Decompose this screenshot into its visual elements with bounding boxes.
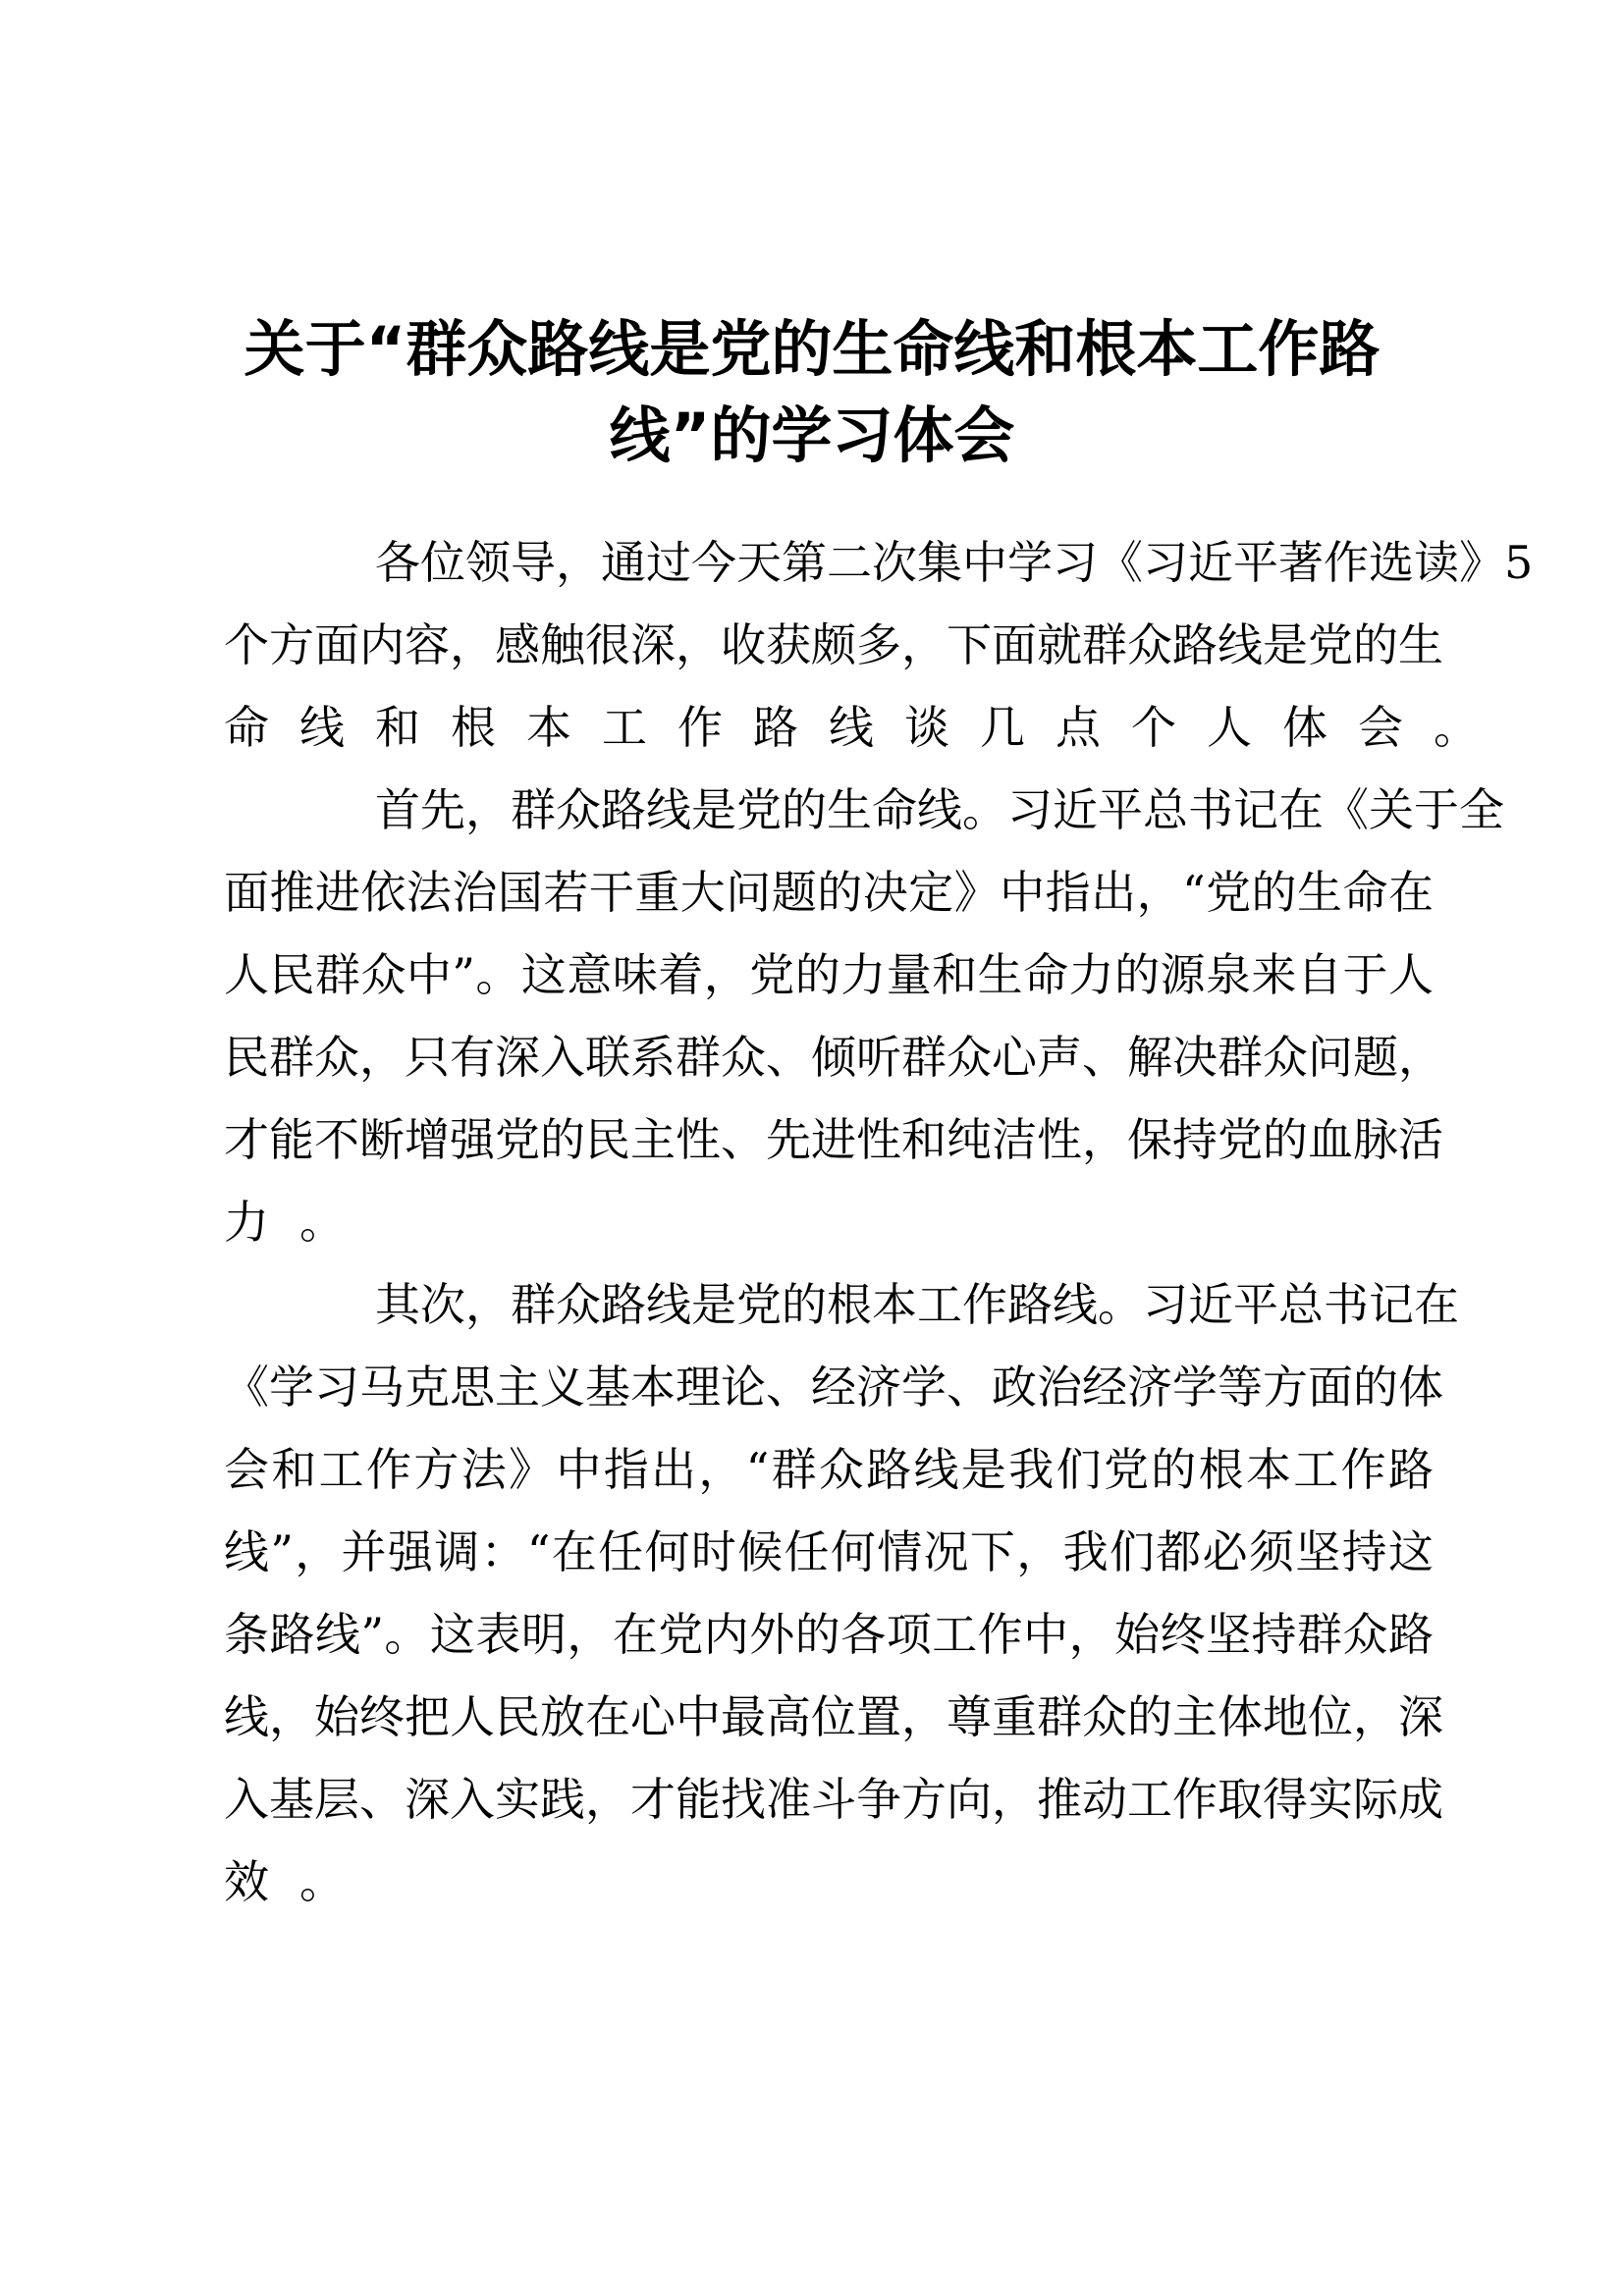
text-line: 各位领导，通过今天第二次集中学习《习近平著作选读》5 xyxy=(375,536,1534,589)
text-line: 首先，群众路线是党的生命线。习近平总书记在《关于全 xyxy=(375,783,1504,836)
paragraph-3 xyxy=(224,1272,1459,1932)
text-line: 力。 xyxy=(224,1196,375,1249)
paragraph-1 xyxy=(224,530,1534,777)
text-line: 才能不断增强党的民主性、先进性和纯洁性，保持党的血脉活 xyxy=(224,1113,1443,1166)
text-line: 面推进依法治国若干重大问题的决定》中指出，“党的生命在 xyxy=(224,866,1434,919)
text-line: 《学习马克思主义基本理论、经济学、政治经济学等方面的体 xyxy=(224,1361,1443,1414)
text-line: 效。 xyxy=(224,1855,375,1908)
text-line: 入基层、深入实践，才能找准斗争方向，推动工作取得实际成 xyxy=(224,1773,1443,1826)
text-line: 民群众，只有深入联系群众、倾听群众心声、解决群众问题， xyxy=(224,1031,1443,1084)
paragraph-2 xyxy=(224,777,1504,1272)
text-line: 线，始终把人民放在心中最高位置，尊重群众的主体地位，深 xyxy=(224,1690,1443,1743)
text-line: 其次，群众路线是党的根本工作路线。习近平总书记在 xyxy=(375,1278,1459,1331)
text-line: 线”，并强调：“在任何时候任何情况下，我们都必须坚持这 xyxy=(224,1525,1434,1578)
document-title-line-1: 关于“群众路线是党的生命线和根本工作路 xyxy=(244,313,1380,385)
text-line: 命线和根本工作路线谈几点个人体会。 xyxy=(224,701,1509,754)
document-title-line-2: 线”的学习体会 xyxy=(609,400,1015,471)
text-line: 人民群众中”。这意味着，党的力量和生命力的源泉来自于人 xyxy=(224,948,1434,1001)
text-line: 条路线”。这表明，在党内外的各项工作中，始终坚持群众路 xyxy=(224,1608,1434,1661)
document-body xyxy=(224,530,1534,1932)
text-line: 个方面内容，感触很深，收获颇多，下面就群众路线是党的生 xyxy=(224,618,1443,671)
text-line: 会和工作方法》中指出，“群众路线是我们党的根本工作路 xyxy=(224,1443,1434,1496)
